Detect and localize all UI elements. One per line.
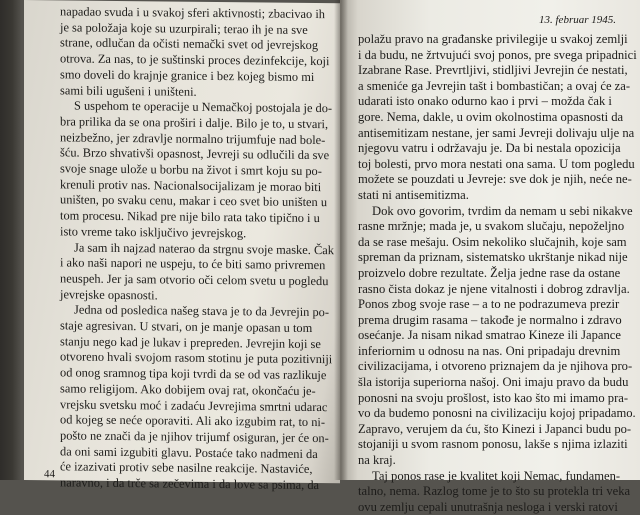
text-line: rasne mržnje; mada je, u svakom slučaju, nepoželjno [358,219,625,234]
text-line: spreman da priznam, sistematsko ukrštanje nikad nije [358,250,628,265]
text-line: proizvelo dobre rezultate. Želja jedne rase da ostane [358,265,621,280]
text-line: vo da budemo ponosni na civilizaciju kojoj pripadamo. [358,406,636,421]
text-line: Zapravo, verujem da ću, što Kinezi i Japanci budu po- [358,421,632,436]
text-line: napadao svuda i u svakoj sferi aktivnosti; zbacivao ih [60,4,325,22]
book-gutter [334,0,348,480]
text-line: tom procesu. Nikad pre nije bilo rata tako tipično i u [60,208,320,226]
text-line: svoje snage ulože u borbu na život i smrt koju su po- [60,161,322,179]
text-line: smo doveli do krajnje granice i bez kojeg bismo mi [60,67,315,84]
text-line: otvoreno hvali svojom rasom stotinu je puta pozitivniji [60,349,333,367]
text-line: pošto ne znači da je njihov trijumf osiguran, jer će on- [60,428,329,446]
text-line: a smeniće ga Jevrejin tašt i bombastičan; a ovaj će za- [358,78,631,93]
text-line: udarati isto onako odurno kao i prvi – možda čak i [358,94,612,109]
text-line: bra prilika da se ona proširi i dalje. Bilo je to, u stvari, [60,114,329,132]
text-line: Dok ovo govorim, tvrdim da nemam u sebi nikakve [372,203,633,218]
text-line: stojaniji u svom rasnom ponosu, lakše s njima izlaziti [358,437,628,452]
text-line: sami bili ugušeni i uništeni. [60,82,197,99]
text-line: od onog sramnog tipa koji tvrdi da se od vas razlikuje [60,365,327,383]
text-line: vrejsku svetsku moć i zadaću Jevrejima smrtni udarac [60,396,328,414]
text-line: polažu pravo na građanske privilegije u svakoj zemlji [358,32,628,46]
text-line: neizbežno, jer zdravlje normalno trijumfuje nad bole- [60,130,326,147]
text-line: antisemitizam nestane, jer sami Jevreji dolivaju ulje na [358,125,635,140]
page-number: 44 [44,468,55,481]
text-line: od kojeg se neće oporaviti. Ali ako izgubim rat, to ni- [60,412,325,430]
text-line: isto vreme tako isključivo jevrejskog. [60,224,247,241]
text-line: njegovu vatru i održavaju je. Da bi nestala opozicija [358,141,621,156]
text-line: otrova. Za nas, to je suštinski proces dezinfekcije, koji [60,51,330,69]
right-page [340,0,640,514]
text-line: staje agresivan. U stvari, on je manje opasan u tom [60,318,313,336]
text-line: uništen, po svaku cenu, makar i ceo svet bio uništen u [60,192,328,210]
text-line: neuspeh. Jer ja sam otvorio oči celom svetu u pogledu [60,271,329,289]
text-line: Taj ponos rase je kvalitet koji Nemac, fundamen- [372,468,621,483]
text-line: rasno čista dokaz je njene vitalnosti i dobrog zdravlja. [358,281,630,296]
text-line: stati ni antisemitizma. [358,187,469,202]
text-line: je sa položaja koje su uzurpirali; terao ih je na sve [60,20,308,37]
left-page-text [60,4,334,494]
text-line: prema drugim rasama – takođe je normalno i zdravo [358,312,622,327]
text-line: civilizacijama, i otvoreno priznajem da je njihova pro- [358,359,633,374]
text-line: i ako naši napori ne uspeju, to će biti samo privremen [60,255,326,273]
right-page-text [358,32,638,515]
text-line: naravno, i da trče sa zečevima i da love sa psima, da [60,475,320,493]
text-line: jevrejske opasnosti. [60,287,158,303]
text-line: šla istorija superiorna našoj. Oni imaju pravo da budu [358,375,629,390]
text-line: S uspehom te operacije u Nemačkoj postojala je do- [74,98,333,116]
running-head: 13. februar 1945. [539,14,616,26]
text-line: osećanje. Ja nisam nikad smatrao Kineze ili Japance [358,328,621,343]
text-line: strane, odlučan da očisti nemački svet od jevrejskog [60,35,319,53]
text-line: Izabrane Rase. Prevrtljivi, stidljivi Jevrejin će nestati, [358,63,628,78]
text-line: možete se pouzdati u Jevreje: sve dok je njih, neće ne- [358,172,632,187]
text-line: ovu zemlju cepali unutrašnja nesloga i verski ratovi [358,499,618,514]
text-line: Ja sam ih najzad naterao da strgnu svoje maske. Čak [74,240,334,257]
text-line: i da budu, ne žrtvujući svoj ponos, pre svega pripadnici [358,47,637,62]
text-line: inferiornim u odnosu na nas. Oni pripadaju drevnim [358,343,621,358]
text-line: talno, nema. Razlog tome je to što su protekla tri veka [358,484,631,499]
text-line: toj bolesti, prvo mora nestati ona sama. U tom pogledu [358,156,635,171]
text-line: Ponos zbog svoje rase – a to ne podrazumeva prezir [358,297,620,312]
text-line: će izazivati protiv sebe nasilne reakcije. Nastaviće, [60,459,313,477]
text-line: šću. Brzo shvativši opasnost, Jevreji su odlučili da sve [60,145,330,163]
text-line: gore. Nema, dakle, u ovim okolnostima opasnosti da [358,109,624,124]
text-line: Jedna od posledica našeg stava je to da Jevrejin po- [74,302,329,320]
text-line: samo religijom. Ako dobijem ovaj rat, okončaću je- [60,381,316,398]
text-line: stanju nego kad je lukav i prepreden. Jevrejin koji se [60,334,321,351]
text-line: da oni sami izgubiti glavu. Postaće tako nadmeni da [60,444,318,461]
text-line: ponosni na svoju prošlost, isto kao što mi imamo pra- [358,390,629,405]
text-line: krenuli protiv nas. Nacionalsocijalizam je morao biti [60,177,322,194]
text-line: da se rase mešaju. Osim nekoliko slučajnih, koje sam [358,234,627,249]
text-line: na kraj. [358,453,396,468]
left-page [24,0,340,493]
